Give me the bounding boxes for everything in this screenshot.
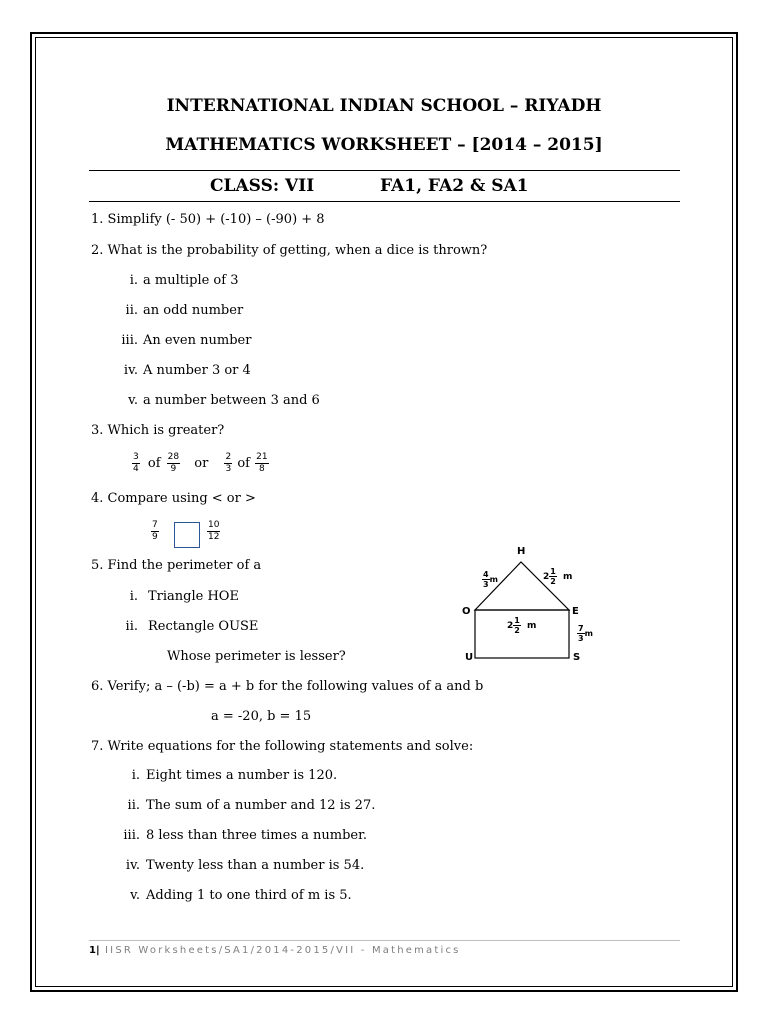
comparison-answer-box[interactable] [174,522,200,548]
q2-item-text: A number 3 or 4 [143,363,251,378]
q3-expression: $\frac{3}{4}$ of $\frac{28}{9}$ or $\frac{2}{3}$ of $\frac{21}{8}$ [133,452,268,474]
q2-item-number: ii. [125,303,138,318]
page-footer [89,945,461,956]
question-3: 3. Which is greater? [91,423,225,438]
vertex-label-o: O [462,606,471,617]
q2-item-number: iii. [121,333,138,348]
house-figure [455,540,605,670]
q2-item-number: v. [128,393,138,408]
q7-item-text: Adding 1 to one third of m is 5. [146,888,352,903]
footer-separator: | [95,945,100,956]
question-2: 2. What is the probability of getting, when a dice is thrown? [91,243,488,258]
side-oe-length: 2 $\frac{1}{2}$ m [507,616,537,635]
q7-item-number: ii. [127,798,140,813]
question-5: 5. Find the perimeter of a [91,558,262,573]
worksheet-title: MATHEMATICS WORKSHEET – [2014 – 2015] [165,135,603,155]
side-ho-length: $\frac{4}{3}$ m [483,570,498,589]
q5-item-text: Triangle HOE [148,589,239,604]
q7-item-text: Eight times a number is 120. [146,768,338,783]
class-label: CLASS: VII [210,176,315,196]
q4-left-fraction: $\frac{7}{9}$ [152,520,158,542]
assessment-label: FA1, FA2 & SA1 [380,176,529,196]
vertex-label-h: H [517,546,526,557]
q6-values: a = -20, b = 15 [211,709,312,724]
q5-item-number: ii. [125,619,138,634]
page-number: 1 [89,945,96,956]
school-title: INTERNATIONAL INDIAN SCHOOL – RIYADH [166,96,602,116]
question-1: 1. Simplify (- 50) + (-10) – (-90) + 8 [91,212,325,227]
q2-item-text: an odd number [143,303,244,318]
q2-item-number: iv. [123,363,138,378]
question-7: 7. Write equations for the following statements and solve: [91,739,474,754]
question-6: 6. Verify; a – (-b) = a + b for the following values of a and b [91,679,484,694]
fraction: $\frac{2}{3}$ [225,452,232,474]
q2-item-text: a multiple of 3 [143,273,239,288]
q7-item-text: Twenty less than a number is 54. [146,858,365,873]
vertex-label-u: U [465,652,474,663]
side-he-length: 2 $\frac{1}{2}$ m [543,567,573,586]
footer-text: IISR Worksheets/SA1/2014-2015/VII - Mathematics [105,945,461,956]
fraction: $\frac{3}{4}$ [133,452,139,474]
question-4: 4. Compare using < or > [91,491,256,506]
q4-right-fraction: $\frac{10}{12}$ [208,520,220,542]
q7-item-text: 8 less than three times a number. [146,828,368,843]
header-rule-top [89,170,680,171]
q7-item-number: i. [131,768,140,783]
q5-item-number: i. [129,589,138,604]
q7-item-number: iii. [123,828,140,843]
q7-item-number: iv. [125,858,140,873]
fraction: $\frac{21}{8}$ [256,452,268,474]
q2-item-text: An even number [143,333,252,348]
vertex-label-e: E [572,606,579,617]
q5-followup: Whose perimeter is lesser? [167,649,346,664]
header-rule-bottom [89,201,680,202]
footer-rule [89,940,680,941]
q7-item-number: v. [130,888,140,903]
q2-item-text: a number between 3 and 6 [143,393,320,408]
vertex-label-s: S [573,652,581,663]
fraction: $\frac{28}{9}$ [167,452,180,474]
q7-item-text: The sum of a number and 12 is 27. [146,798,376,813]
q5-item-text: Rectangle OUSE [148,619,259,634]
side-es-length: $\frac{7}{3}$ m [578,624,593,643]
q2-item-number: i. [129,273,138,288]
